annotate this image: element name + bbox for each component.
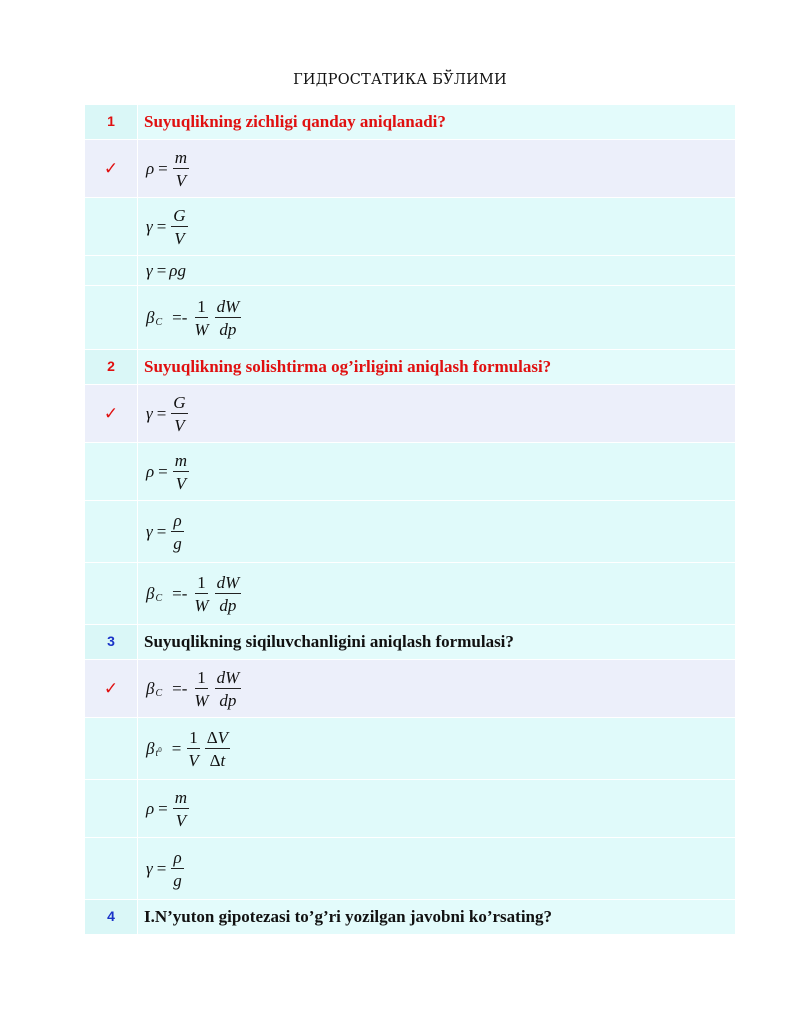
- formula-density: ρ = $\frac{m}{V}$: [146, 147, 188, 190]
- formula-compressibility: β C =- $\frac{1}{W}$ $\frac{dW}{dp}$: [146, 296, 240, 339]
- question-number-cell: [85, 105, 138, 140]
- answer-row[interactable]: [85, 140, 736, 198]
- answer-row[interactable]: [85, 718, 736, 780]
- formula-compressibility: β C =- $\frac{1}{W}$ $\frac{dW}{dp}$: [146, 572, 240, 615]
- answer-row[interactable]: [85, 660, 736, 718]
- answer-formula-cell: [138, 718, 736, 780]
- answer-mark-cell: [85, 563, 138, 625]
- check-mark-icon: ✓: [103, 678, 119, 699]
- check-mark-icon: ✓: [103, 158, 119, 179]
- question-number-cell: [85, 350, 138, 385]
- answer-mark-cell: [85, 385, 138, 443]
- question-number: 4: [107, 908, 115, 924]
- answer-row[interactable]: [85, 443, 736, 501]
- question-number: 3: [107, 633, 115, 649]
- answer-mark-cell: [85, 286, 138, 350]
- answer-formula-cell: [138, 563, 736, 625]
- answer-mark-cell: [85, 660, 138, 718]
- answer-formula-cell: [138, 443, 736, 501]
- answer-row[interactable]: [85, 385, 736, 443]
- formula-rho-over-g: γ = $\frac{\rho}{g}$: [146, 510, 182, 553]
- answer-row[interactable]: [85, 286, 736, 350]
- check-mark-icon: ✓: [103, 403, 119, 424]
- answer-mark-cell: [85, 718, 138, 780]
- question-text: Suyuqlikning zichligi qanday aniqlanadi?: [144, 112, 446, 131]
- answer-row[interactable]: [85, 501, 736, 563]
- answer-formula-cell: [138, 385, 736, 443]
- formula-density: ρ = $\frac{m}{V}$: [146, 787, 188, 830]
- question-text: Suyuqlikning solishtirma og’irligini aniqlash formulasi?: [144, 357, 552, 376]
- question-row: [85, 900, 736, 935]
- question-text-cell: [138, 625, 736, 660]
- question-number: 1: [107, 113, 115, 129]
- answer-formula-cell: [138, 286, 736, 350]
- answer-row[interactable]: [85, 780, 736, 838]
- answer-mark-cell: [85, 501, 138, 563]
- answer-formula-cell: [138, 838, 736, 900]
- answer-formula-cell: [138, 660, 736, 718]
- question-number-cell: [85, 625, 138, 660]
- question-text-cell: [138, 350, 736, 385]
- question-row: [85, 350, 736, 385]
- answer-formula-cell: [138, 198, 736, 256]
- formula-weight-density: γ = ρg: [146, 260, 186, 280]
- answer-row[interactable]: [85, 256, 736, 286]
- answer-mark-cell: [85, 838, 138, 900]
- formula-specific-weight: γ = $\frac{G}{V}$: [146, 392, 186, 435]
- quiz-table: [84, 104, 736, 935]
- formula-density: ρ = $\frac{m}{V}$: [146, 450, 188, 493]
- answer-row[interactable]: [85, 563, 736, 625]
- formula-thermal-expansion: β $t^0$ = $\frac{1}{V}$ $\frac{\Delta V}{\Delta t}$: [146, 727, 229, 770]
- answer-row[interactable]: [85, 198, 736, 256]
- question-number: 2: [107, 358, 115, 374]
- question-text-cell: [138, 900, 736, 935]
- question-text-cell: [138, 105, 736, 140]
- answer-formula-cell: [138, 256, 736, 286]
- answer-row[interactable]: [85, 838, 736, 900]
- answer-formula-cell: [138, 501, 736, 563]
- formula-compressibility: β C =- $\frac{1}{W}$ $\frac{dW}{dp}$: [146, 667, 240, 710]
- answer-mark-cell: [85, 443, 138, 501]
- answer-mark-cell: [85, 256, 138, 286]
- answer-formula-cell: [138, 780, 736, 838]
- question-text: Suyuqlikning siqiluvchanligini aniqlash formulasi?: [144, 632, 514, 651]
- page-title: ГИДРОСТАТИКА БЎЛИМИ: [293, 72, 507, 88]
- answer-mark-cell: [85, 780, 138, 838]
- question-row: [85, 105, 736, 140]
- answer-mark-cell: [85, 198, 138, 256]
- answer-formula-cell: [138, 140, 736, 198]
- question-text: I.N’yuton gipotezasi to’g’ri yozilgan javobni ko’rsating?: [144, 907, 552, 926]
- formula-specific-weight: γ = $\frac{G}{V}$: [146, 205, 186, 248]
- formula-rho-over-g: γ = $\frac{\rho}{g}$: [146, 847, 182, 890]
- question-row: [85, 625, 736, 660]
- question-number-cell: [85, 900, 138, 935]
- answer-mark-cell: [85, 140, 138, 198]
